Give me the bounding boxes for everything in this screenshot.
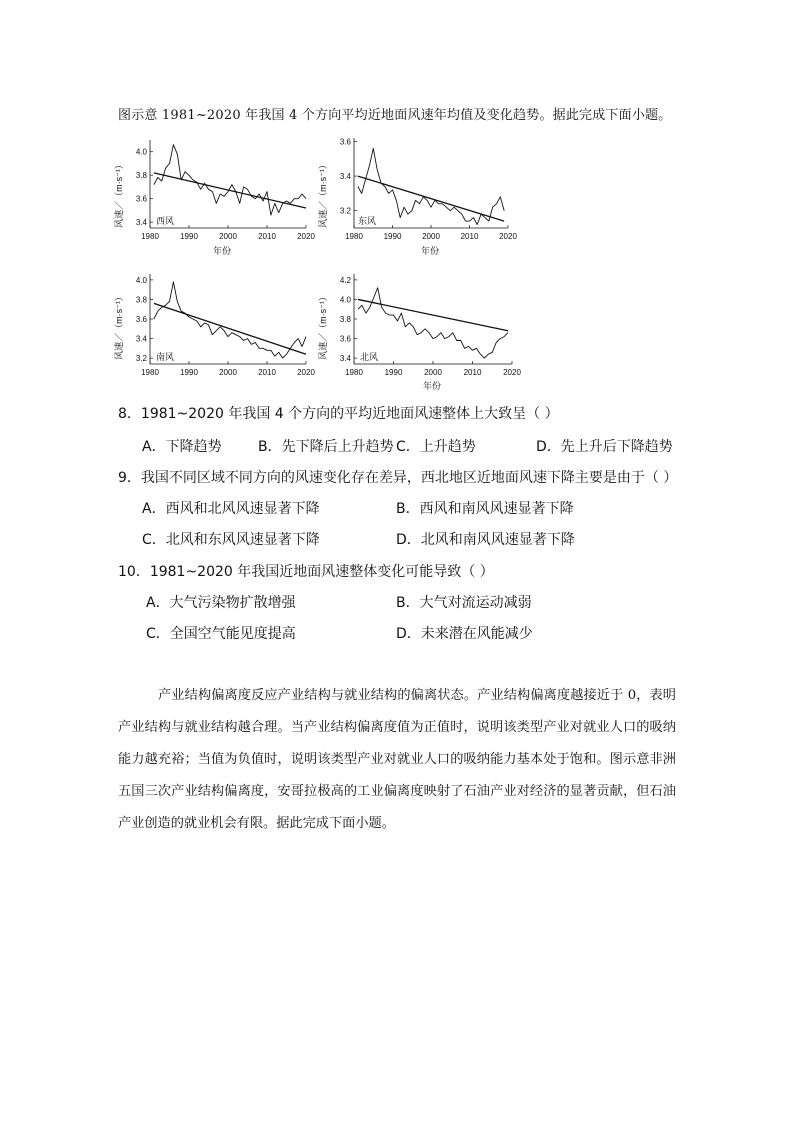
chart-east-xlabel: 年份 bbox=[420, 246, 440, 256]
chart-west-ytick-label: 3.6 bbox=[135, 194, 147, 204]
chart-north-ylabel: 风速／（m·s⁻¹） bbox=[318, 292, 328, 360]
question-8-option-c[interactable]: C．上升趋势 bbox=[396, 439, 476, 455]
chart-south-xtick-label: 2020 bbox=[297, 368, 315, 377]
chart-west bbox=[114, 128, 318, 256]
chart-west-ytick-label: 3.8 bbox=[135, 171, 147, 181]
chart-north-xtick-label: 2020 bbox=[503, 368, 521, 377]
chart-south bbox=[114, 264, 318, 394]
chart-east-ytick-label: 3.4 bbox=[339, 172, 351, 182]
chart-north-ytick-label: 3.4 bbox=[339, 354, 351, 364]
chart-west-xtick-label: 2020 bbox=[297, 232, 315, 241]
chart-east-xtick-label: 2020 bbox=[499, 232, 517, 241]
chart-south-ytick-label: 3.8 bbox=[135, 295, 147, 305]
chart-north-xtick-label: 2010 bbox=[463, 368, 482, 377]
question-9-option-c[interactable]: C．北风和东风风速显著下降 bbox=[142, 532, 320, 548]
chart-north-xtick-label: 1980 bbox=[345, 368, 363, 377]
question-9-option-a[interactable]: A．西风和北风风速显著下降 bbox=[142, 501, 320, 517]
chart-north-trend-line bbox=[358, 299, 508, 330]
question-10-option-b[interactable]: B．大气对流运动减弱 bbox=[396, 595, 532, 611]
question-8-option-b[interactable]: B．先下降后上升趋势 bbox=[258, 439, 394, 455]
chart-east-xtick-label: 2010 bbox=[460, 232, 479, 241]
question-9-option-d[interactable]: D．北风和南风风速显著下降 bbox=[396, 532, 575, 548]
chart-east-svg bbox=[318, 128, 518, 256]
chart-north-ytick-label: 4.0 bbox=[339, 295, 351, 305]
chart-east-series-line bbox=[358, 148, 504, 224]
chart-east-ytick-label: 3.6 bbox=[339, 137, 351, 147]
chart-south-label: 南风 bbox=[156, 352, 175, 362]
chart-east-xtick-label: 1990 bbox=[383, 232, 402, 241]
question-10-option-d[interactable]: D．未来潜在风能减少 bbox=[396, 626, 533, 642]
chart-north-ytick-label: 4.2 bbox=[339, 275, 351, 285]
question-8-option-d[interactable]: D．先上升后下降趋势 bbox=[536, 439, 673, 455]
intro-text: 图示意 1981~2020 年我国 4 个方向平均近地面风速年均值及变化趋势。据此完成下面小题。 bbox=[118, 108, 672, 123]
chart-west-label: 西风 bbox=[156, 216, 175, 226]
question-8-option-a[interactable]: A．下降趋势 bbox=[142, 439, 222, 455]
chart-west-ytick-label: 4.0 bbox=[135, 147, 147, 157]
chart-east-xtick-label: 1980 bbox=[345, 232, 363, 241]
chart-east bbox=[318, 128, 518, 256]
chart-south-ytick-label: 3.4 bbox=[135, 334, 147, 344]
chart-south-xtick-label: 2000 bbox=[219, 368, 237, 377]
industry-paragraph: 产业结构偏离度反应产业结构与就业结构的偏离状态。产业结构偏离度越接近于 0，表明产业结构与就业结构越合理。当产业结构偏离度值为正值时，说明该类型产业对就业人口的吸纳能力越充裕；当值为负值时，说明该类型产业对就业人口的吸纳能力基本处于饱和。图示意非洲五国三次产业结构偏离度，安哥拉极高的工业偏离度映射了石油产业对经济的显著贡献，但石油产业创造的就业机会有限。据此完成下面小题。 bbox=[118, 688, 676, 831]
chart-east-xtick-label: 2000 bbox=[422, 232, 440, 241]
chart-west-ylabel: 风速／（m·s⁻¹） bbox=[114, 160, 124, 228]
chart-west-series-line bbox=[154, 145, 306, 215]
chart-west-ytick-label: 3.4 bbox=[135, 218, 147, 228]
chart-south-ytick-label: 4.0 bbox=[135, 275, 147, 285]
chart-west-xlabel: 年份 bbox=[212, 246, 232, 256]
chart-west-svg bbox=[114, 128, 318, 256]
chart-north-xlabel: 年份 bbox=[422, 381, 442, 391]
chart-south-xtick-label: 1990 bbox=[180, 368, 198, 377]
chart-south-xtick-label: 2010 bbox=[258, 368, 276, 377]
chart-north-xtick-label: 1990 bbox=[384, 368, 403, 377]
chart-north-ytick-label: 3.6 bbox=[339, 334, 351, 344]
chart-west-trend-line bbox=[154, 173, 306, 208]
question-10-stem: 10．1981~2020 年我国近地面风速整体变化可能导致（ ） bbox=[118, 564, 494, 580]
chart-south-svg bbox=[114, 264, 318, 394]
chart-west-xtick-label: 2000 bbox=[219, 232, 237, 241]
chart-north-xtick-label: 2000 bbox=[424, 368, 442, 377]
chart-south-ylabel: 风速／（m·s⁻¹） bbox=[114, 292, 124, 360]
chart-east-trend-line bbox=[358, 176, 504, 221]
chart-south-ytick-label: 3.2 bbox=[135, 354, 147, 364]
chart-west-xtick-label: 1990 bbox=[180, 232, 198, 241]
chart-west-xtick-label: 2010 bbox=[258, 232, 276, 241]
chart-north-label: 北风 bbox=[360, 352, 379, 362]
chart-north bbox=[318, 264, 521, 394]
chart-east-label: 东风 bbox=[358, 216, 377, 226]
chart-south-trend-line bbox=[154, 303, 306, 354]
question-10-option-c[interactable]: C．全国空气能见度提高 bbox=[146, 626, 296, 642]
chart-east-ytick-label: 3.2 bbox=[339, 206, 351, 216]
question-9-stem: 9．我国不同区域不同方向的风速变化存在差异，西北地区近地面风速下降主要是由于（ ） bbox=[118, 470, 678, 486]
chart-north-ytick-label: 3.8 bbox=[339, 315, 351, 324]
chart-south-xtick-label: 1980 bbox=[141, 368, 159, 377]
question-10-option-a[interactable]: A．大气污染物扩散增强 bbox=[146, 595, 296, 611]
chart-west-xtick-label: 1980 bbox=[141, 232, 159, 241]
question-9-option-b[interactable]: B．西风和南风风速显著下降 bbox=[396, 501, 574, 517]
chart-south-ytick-label: 3.6 bbox=[135, 315, 147, 324]
chart-north-svg bbox=[318, 264, 521, 394]
chart-east-ylabel: 风速／（m·s⁻¹） bbox=[318, 160, 328, 228]
question-8-stem: 8．1981~2020 年我国 4 个方向的平均近地面风速整体上大致呈（ ） bbox=[118, 406, 559, 422]
chart-north-series-line bbox=[358, 288, 508, 358]
